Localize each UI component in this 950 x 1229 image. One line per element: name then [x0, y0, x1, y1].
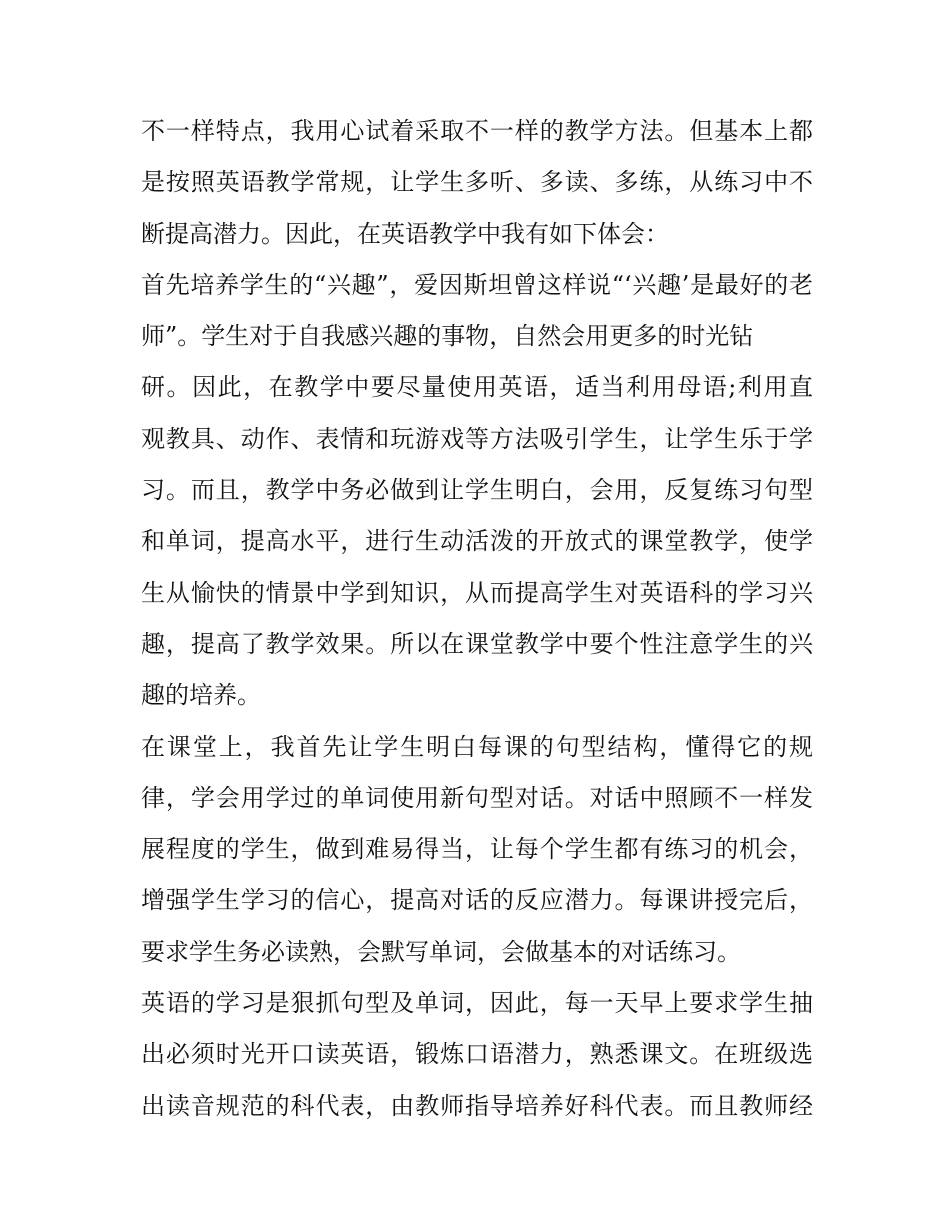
- text-line: 生从愉快的情景中学到知识，从而提高学生对英语科的学习兴: [141, 578, 813, 607]
- text-line: 律，学会用学过的单词使用新句型对话。对话中照顾不一样发: [141, 783, 813, 812]
- text-line: 习。而且，教学中务必做到让学生明白，会用，反复练习句型: [141, 476, 813, 505]
- text-line: 展程度的学生，做到难易得当，让每个学生都有练习的机会，: [141, 835, 813, 864]
- text-line: 观教具、动作、表情和玩游戏等方法吸引学生，让学生乐于学: [141, 424, 813, 453]
- text-line: 是按照英语教学常规，让学生多听、多读、多练，从练习中不: [141, 168, 813, 197]
- text-line: 出必须时光开口读英语，锻炼口语潜力，熟悉课文。在班级选: [141, 1040, 813, 1069]
- text-line: 趣的培养。: [141, 681, 261, 710]
- text-line: 断提高潜力。因此，在英语教学中我有如下体会：: [141, 219, 669, 248]
- text-line: 要求学生务必读熟，会默写单词，会做基本的对话练习。: [141, 937, 741, 966]
- text-line: 在课堂上，我首先让学生明白每课的句型结构，懂得它的规: [141, 732, 813, 761]
- document-body: [141, 106, 813, 1132]
- text-line: 首先培养学生的“兴趣”，爱因斯坦曾这样说“‘兴趣’是最好的老: [141, 270, 813, 299]
- text-line: 和单词，提高水平，进行生动活泼的开放式的课堂教学，使学: [141, 527, 813, 556]
- paragraph-3: [141, 722, 813, 978]
- text-line: 不一样特点，我用心试着采取不一样的教学方法。但基本上都: [141, 117, 813, 145]
- paragraph-4: [141, 978, 813, 1132]
- paragraph-2: [141, 260, 813, 722]
- text-line: 出读音规范的科代表，由教师指导培养好科代表。而且教师经: [141, 1091, 813, 1120]
- text-line: 研。因此，在教学中要尽量使用英语，适当利用母语;利用直: [141, 373, 813, 402]
- text-line: 增强学生学习的信心，提高对话的反应潜力。每课讲授完后，: [141, 886, 813, 915]
- text-line: 师”。学生对于自我感兴趣的事物，自然会用更多的时光钻: [141, 322, 754, 351]
- text-line: 英语的学习是狠抓句型及单词，因此，每一天早上要求学生抽: [141, 989, 813, 1018]
- paragraph-1: [141, 106, 813, 260]
- text-line: 趣，提高了教学效果。所以在课堂教学中要个性注意学生的兴: [141, 629, 813, 658]
